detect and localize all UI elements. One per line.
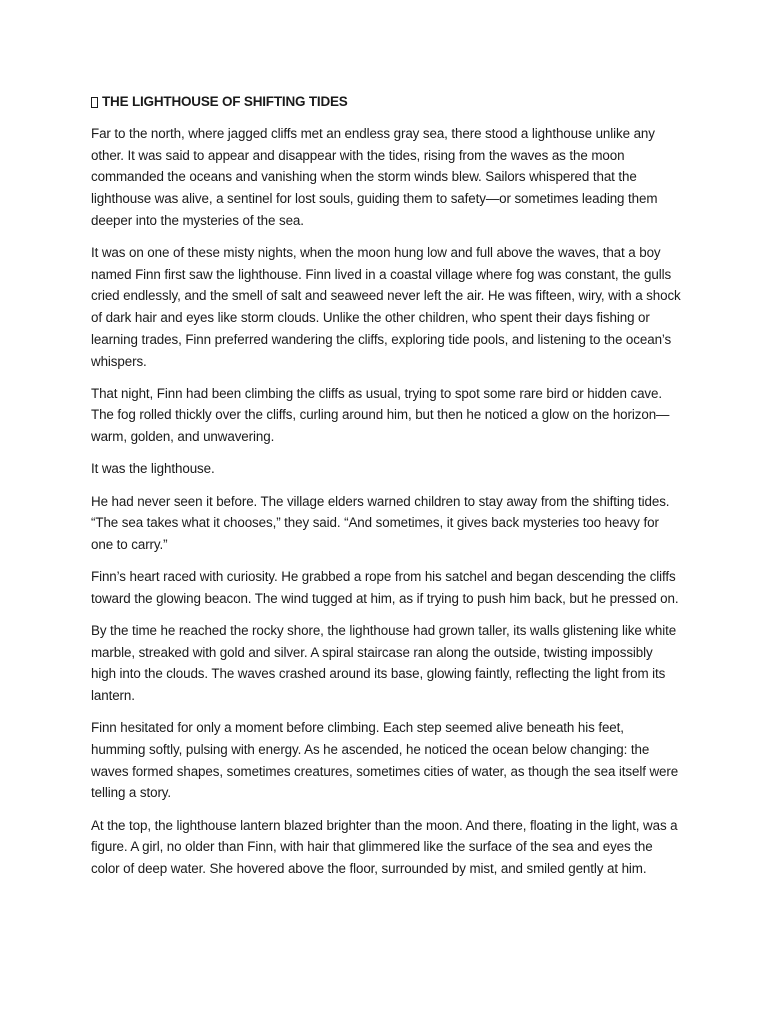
document-title <box>91 93 681 111</box>
paragraph-9: At the top, the lighthouse lantern blazed brighter than the moon. And there, floating in the light, was a figure. A girl, no older than Finn, with hair that glimmered like the surface of the sea and eyes the color of deep water. She hovered above the floor, surrounded by mist, and smiled gently at him. <box>91 817 678 877</box>
paragraph-5: He had never seen it before. The village elders warned children to stay away from the shifting tides. “The sea takes what it chooses,” they said. “And sometimes, it gives back mysteries too heavy for one to carry.” <box>91 493 670 552</box>
paragraph-1: Far to the north, where jagged cliffs met an endless gray sea, there stood a lighthouse unlike any other. It was said to appear and disappear with the tides, rising from the waves as the moon commanded the oceans and vanishing when the storm winds blew. Sailors whispered that the lighthouse was alive, a sentinel for lost souls, guiding them to safety—or sometimes leading them deeper into the mysteries of the sea. <box>91 126 658 228</box>
paragraph-2: It was on one of these misty nights, when the moon hung low and full above the waves, that a boy named Finn first saw the lighthouse. Finn lived in a coastal village where fog was constant, the gulls cried endlessly, and the smell of salt and seaweed never left the air. He was fifteen, wiry, with a shock of dark hair and eyes like storm clouds. Unlike the other children, who spent their days fishing or learning trades, Finn preferred wandering the cliffs, exploring tide pools, and listening to the ocean’s whispers. <box>91 245 681 369</box>
missing-glyph-icon <box>91 97 98 108</box>
paragraph-4: It was the lighthouse. <box>91 461 215 477</box>
paragraph-6: Finn’s heart raced with curiosity. He grabbed a rope from his satchel and began descending the cliffs toward the glowing beacon. The wind tugged at him, as if trying to push him back, but he pressed on. <box>91 569 679 606</box>
document-page <box>91 93 681 890</box>
paragraph-7: By the time he reached the rocky shore, the lighthouse had grown taller, its walls glistening like white marble, streaked with gold and silver. A spiral staircase ran along the outside, twisting impossibly high into the clouds. The waves crashed around its base, glowing faintly, reflecting the light from its lantern. <box>91 623 677 704</box>
document-title-text: THE LIGHTHOUSE OF SHIFTING TIDES <box>102 94 348 109</box>
paragraph-3: That night, Finn had been climbing the cliffs as usual, trying to spot some rare bird or hidden cave. The fog rolled thickly over the cliffs, curling around him, but then he noticed a glow on the horizon—warm, golden, and unwavering. <box>91 385 670 445</box>
paragraph-8: Finn hesitated for only a moment before climbing. Each step seemed alive beneath his feet, humming softly, pulsing with energy. As he ascended, he noticed the ocean below changing: the waves formed shapes, sometimes creatures, sometimes cities of water, as though the sea itself were telling a story. <box>91 720 679 801</box>
